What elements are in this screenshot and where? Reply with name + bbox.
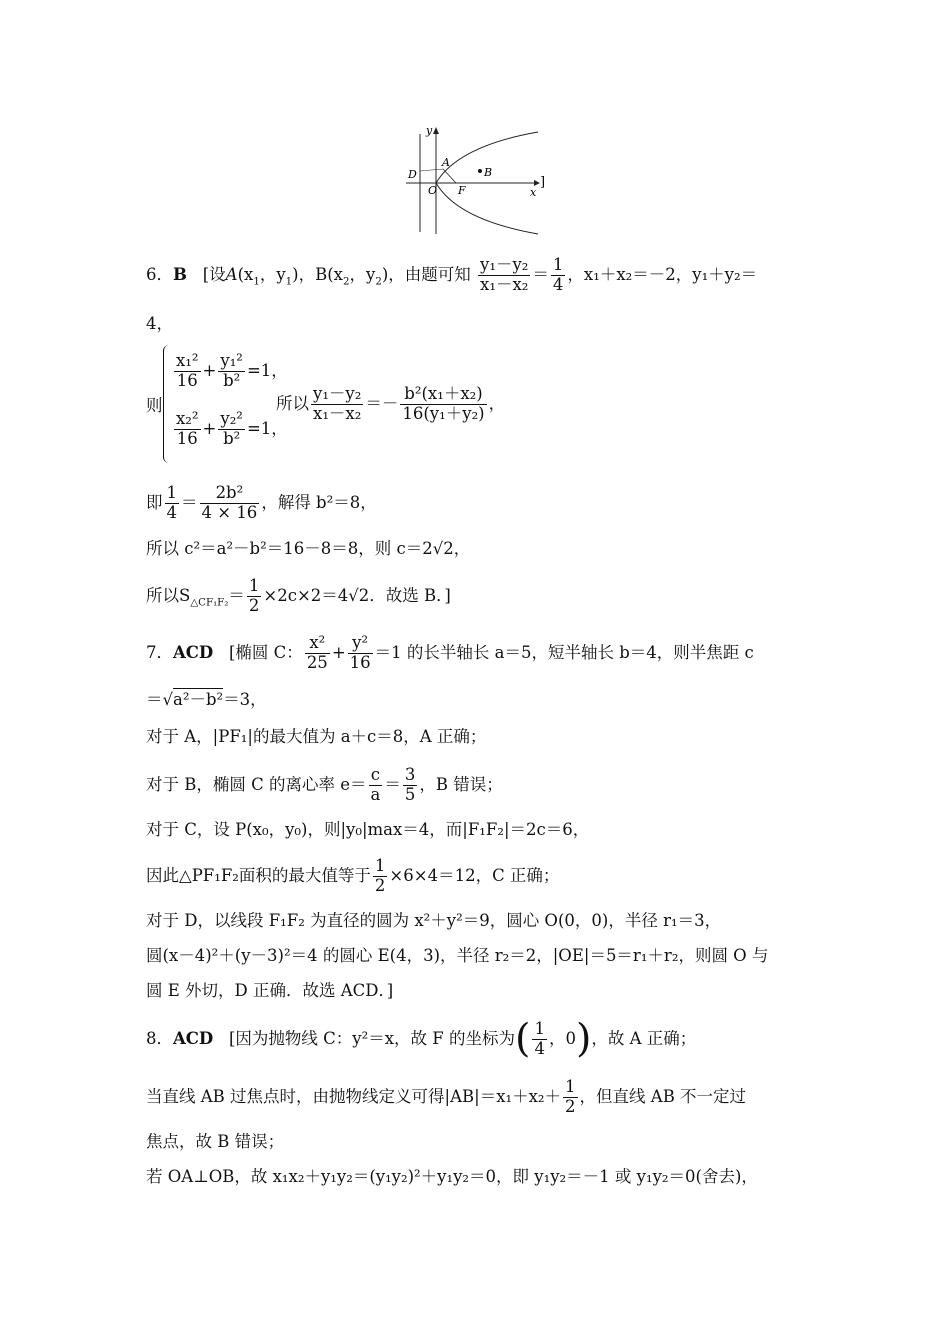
q6-text-7: )，由题可知 bbox=[381, 264, 471, 284]
q6-eq: ＝ bbox=[532, 264, 549, 284]
label-B: B bbox=[484, 166, 493, 179]
segment-AF bbox=[443, 169, 456, 183]
q6-text-4: ，y bbox=[259, 264, 286, 284]
q8-line2: 当直线 AB 过焦点时，由抛物线定义可得|AB|＝x₁＋x₂＋ $\frac{1}{2}$ ，但直线 AB 不一定过 bbox=[146, 1077, 747, 1116]
label-y: y bbox=[426, 124, 433, 137]
y-axis-arrow bbox=[433, 127, 439, 134]
q6-sub-3: 2 bbox=[342, 276, 350, 288]
q6-line2: 4， bbox=[146, 314, 173, 333]
q6-sub-1: 1 bbox=[253, 276, 260, 288]
q6-sub-2: 1 bbox=[285, 276, 293, 288]
q6-system-eq2: $\frac{\text{x₂²}}{16}$ + $\frac{\text{y₂²}}{\text{b²}}$ =1， bbox=[176, 409, 288, 448]
q6-sub-4: 2 bbox=[375, 276, 382, 288]
q8-number: 8． bbox=[146, 1028, 173, 1048]
label-x: x bbox=[530, 186, 537, 199]
q7-answer: ACD bbox=[173, 642, 214, 662]
q7-line7: 对于 D，以线段 F₁F₂ 为直径的圆为 x²＋y²＝9，圆心 O(0，0)，半径 r₁＝3， bbox=[146, 911, 722, 930]
segment-DA bbox=[420, 169, 443, 171]
q6-quarter-fraction: $\frac{1}{4}$ bbox=[552, 255, 564, 294]
q7-line1: 7．ACD [椭圆 C： $\frac{\text{x²}}{25}$ + $\frac{\text{y²}}{16}$ ＝1 的长半轴长 a＝5，短半轴长 b＝4，则半焦距 c bbox=[146, 633, 754, 672]
q7-line5: 对于 C，设 P(x₀，y₀)，则|y₀|max＝4，而|F₁F₂|＝2c＝6， bbox=[146, 820, 590, 839]
q6-system-eq1: $\frac{\text{x₁²}}{16}$ + $\frac{\text{y₁²}}{\text{b²}}$ =1， bbox=[176, 351, 288, 390]
q6-ze: 则 bbox=[146, 396, 163, 415]
q6-slope-fraction: $\frac{\text{y₁－y₂}}{\text{x₁－x₂}}$ bbox=[480, 255, 529, 294]
q7-line9: 圆 E 外切，D 正确．故选 ACD．] bbox=[146, 981, 394, 1000]
point-B bbox=[478, 169, 482, 173]
q6-text-5: )，B(x bbox=[292, 264, 343, 284]
parabola-figure bbox=[398, 124, 558, 236]
q6-text-2: A bbox=[225, 264, 238, 284]
label-F: F bbox=[458, 184, 466, 197]
q6-line4: 即 $\frac{1}{4}$ ＝ $\frac{\text{2b²}}{4 \times 16}$ ，解得 b²＝8， bbox=[146, 483, 377, 522]
q7-number: 7． bbox=[146, 642, 173, 662]
q6-answer: B bbox=[173, 264, 187, 284]
q6-text-1: [设 bbox=[202, 264, 226, 284]
q8-line4: 若 OA⊥OB，故 x₁x₂＋y₁y₂＝(y₁y₂)²＋y₁y₂＝0，即 y₁y₂＝－1 或 y₁y₂＝0(舍去)， bbox=[146, 1167, 758, 1186]
q8-line1: 8．ACD [因为抛物线 C：y²＝x，故 F 的坐标为( $\frac{1}{4}$ ，0)，故 A 正确； bbox=[146, 1015, 697, 1062]
q6-ratio-line: 所以 $\frac{\text{y₁－y₂}}{\text{x₁－x₂}}$ ＝－ $\frac{\text{b²(x₁＋x₂)}}{\text{16(y₁＋y₂)}}$ ， bbox=[276, 384, 506, 423]
q7-line2: ＝√a²－b²＝3， bbox=[146, 690, 267, 709]
q7-line3: 对于 A，|PF₁|的最大值为 a＋c＝8，A 正确； bbox=[146, 727, 487, 746]
q6-system-brace bbox=[163, 345, 170, 463]
label-D: D bbox=[408, 168, 417, 181]
q6-number: 6． bbox=[146, 264, 173, 284]
q6-line1 bbox=[146, 256, 757, 295]
q8-answer: ACD bbox=[173, 1028, 214, 1048]
figure-bracket: ] bbox=[540, 175, 546, 190]
q6-text-6: ，y bbox=[349, 264, 376, 284]
q6-line5: 所以 c²＝a²－b²＝16－8＝8，则 c＝2√2， bbox=[146, 539, 471, 558]
q7-line4: 对于 B，椭圆 C 的离心率 e＝ $\frac{c}{a}$ ＝ $\frac{3}{5}$ ，B 错误； bbox=[146, 765, 503, 804]
q6-line6: 所以$S_{\triangle CF_1F_2}=$ $\frac{1}{2}$ ×2c×2＝4√2．故选 B．] bbox=[146, 576, 451, 615]
q8-line3: 焦点，故 B 错误； bbox=[146, 1132, 285, 1151]
label-O: O bbox=[428, 184, 438, 197]
q6-text-9: ，x₁＋x₂＝－2，y₁＋y₂＝ bbox=[567, 264, 758, 284]
label-A: A bbox=[442, 156, 450, 169]
q7-line8: 圆(x－4)²＋(y－3)²＝4 的圆心 E(4，3)，半径 r₂＝2，|OE|＝5＝r₁＋r₂，则圆 O 与 bbox=[146, 946, 769, 965]
q7-line6: 因此△PF₁F₂面积的最大值等于 $\frac{1}{2}$ ×6×4＝12，C 正确； bbox=[146, 856, 560, 895]
q6-text-3: (x bbox=[237, 264, 254, 284]
